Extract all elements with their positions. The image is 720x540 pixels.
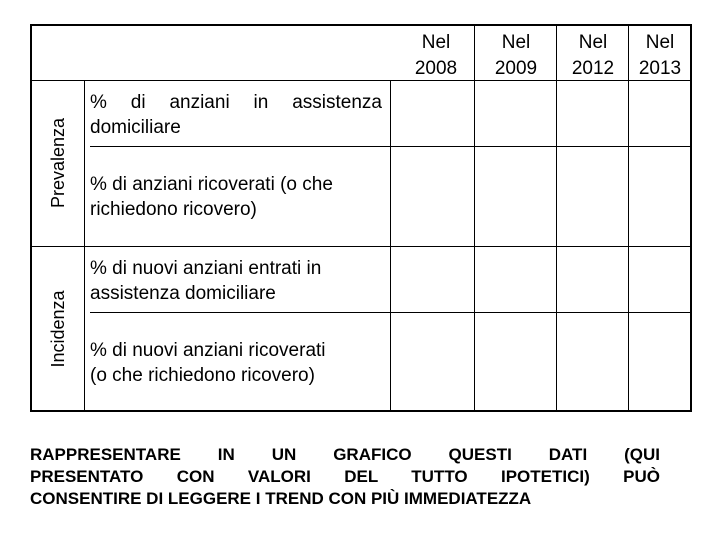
col-divider-2 [474, 26, 475, 410]
header-label: Nel [578, 32, 608, 53]
row-label-new-hospitalized [90, 338, 326, 388]
column-header-2012 [558, 30, 628, 82]
header-label: Nel [645, 32, 675, 53]
row-label-line: % di nuovi anziani entrati in [90, 258, 322, 279]
column-header-2013 [630, 30, 690, 82]
caption-line: CONSENTIRE DI LEGGERE I TREND CON PIÙ IMMEDIATEZZA [30, 489, 532, 508]
row-label-line: % di anziani in assistenza [90, 92, 382, 113]
caption-text [30, 444, 660, 510]
header-year: 2012 [571, 58, 615, 79]
column-header-2009 [476, 30, 556, 82]
header-label: Nel [421, 32, 451, 53]
row-label-line: assistenza domiciliare [90, 283, 276, 304]
row-label-line: % di anziani ricoverati (o che [90, 174, 333, 195]
header-label: Nel [501, 32, 531, 53]
header-year: 2009 [494, 58, 538, 79]
col-divider-3 [556, 26, 557, 410]
row-label-hospitalized [90, 172, 333, 222]
group-label-divider [84, 80, 85, 410]
caption-line: PRESENTATO CON VALORI DEL TUTTO IPOTETICI) PUÒ [30, 467, 660, 486]
row-label-line: % di nuovi anziani ricoverati [90, 340, 326, 361]
row-label-line: domiciliare [90, 117, 181, 138]
caption-line: RAPPRESENTARE IN UN GRAFICO QUESTI DATI (QUI [30, 445, 660, 464]
group-label-prevalence: Prevalenza [48, 117, 68, 209]
col-divider-4 [628, 26, 629, 410]
data-table [30, 24, 692, 412]
row-label-new-home-care [90, 256, 321, 306]
group-divider [32, 246, 690, 247]
header-year: 2008 [414, 58, 458, 79]
column-header-2008 [398, 30, 474, 82]
row-label-line: richiedono ricovero) [90, 199, 257, 220]
header-year: 2013 [638, 58, 682, 79]
row-label-home-care [90, 90, 382, 140]
row-label-line: (o che richiedono ricovero) [90, 365, 315, 386]
col-divider-1 [390, 80, 391, 410]
group-label-incidence: Incidenza [48, 290, 68, 368]
